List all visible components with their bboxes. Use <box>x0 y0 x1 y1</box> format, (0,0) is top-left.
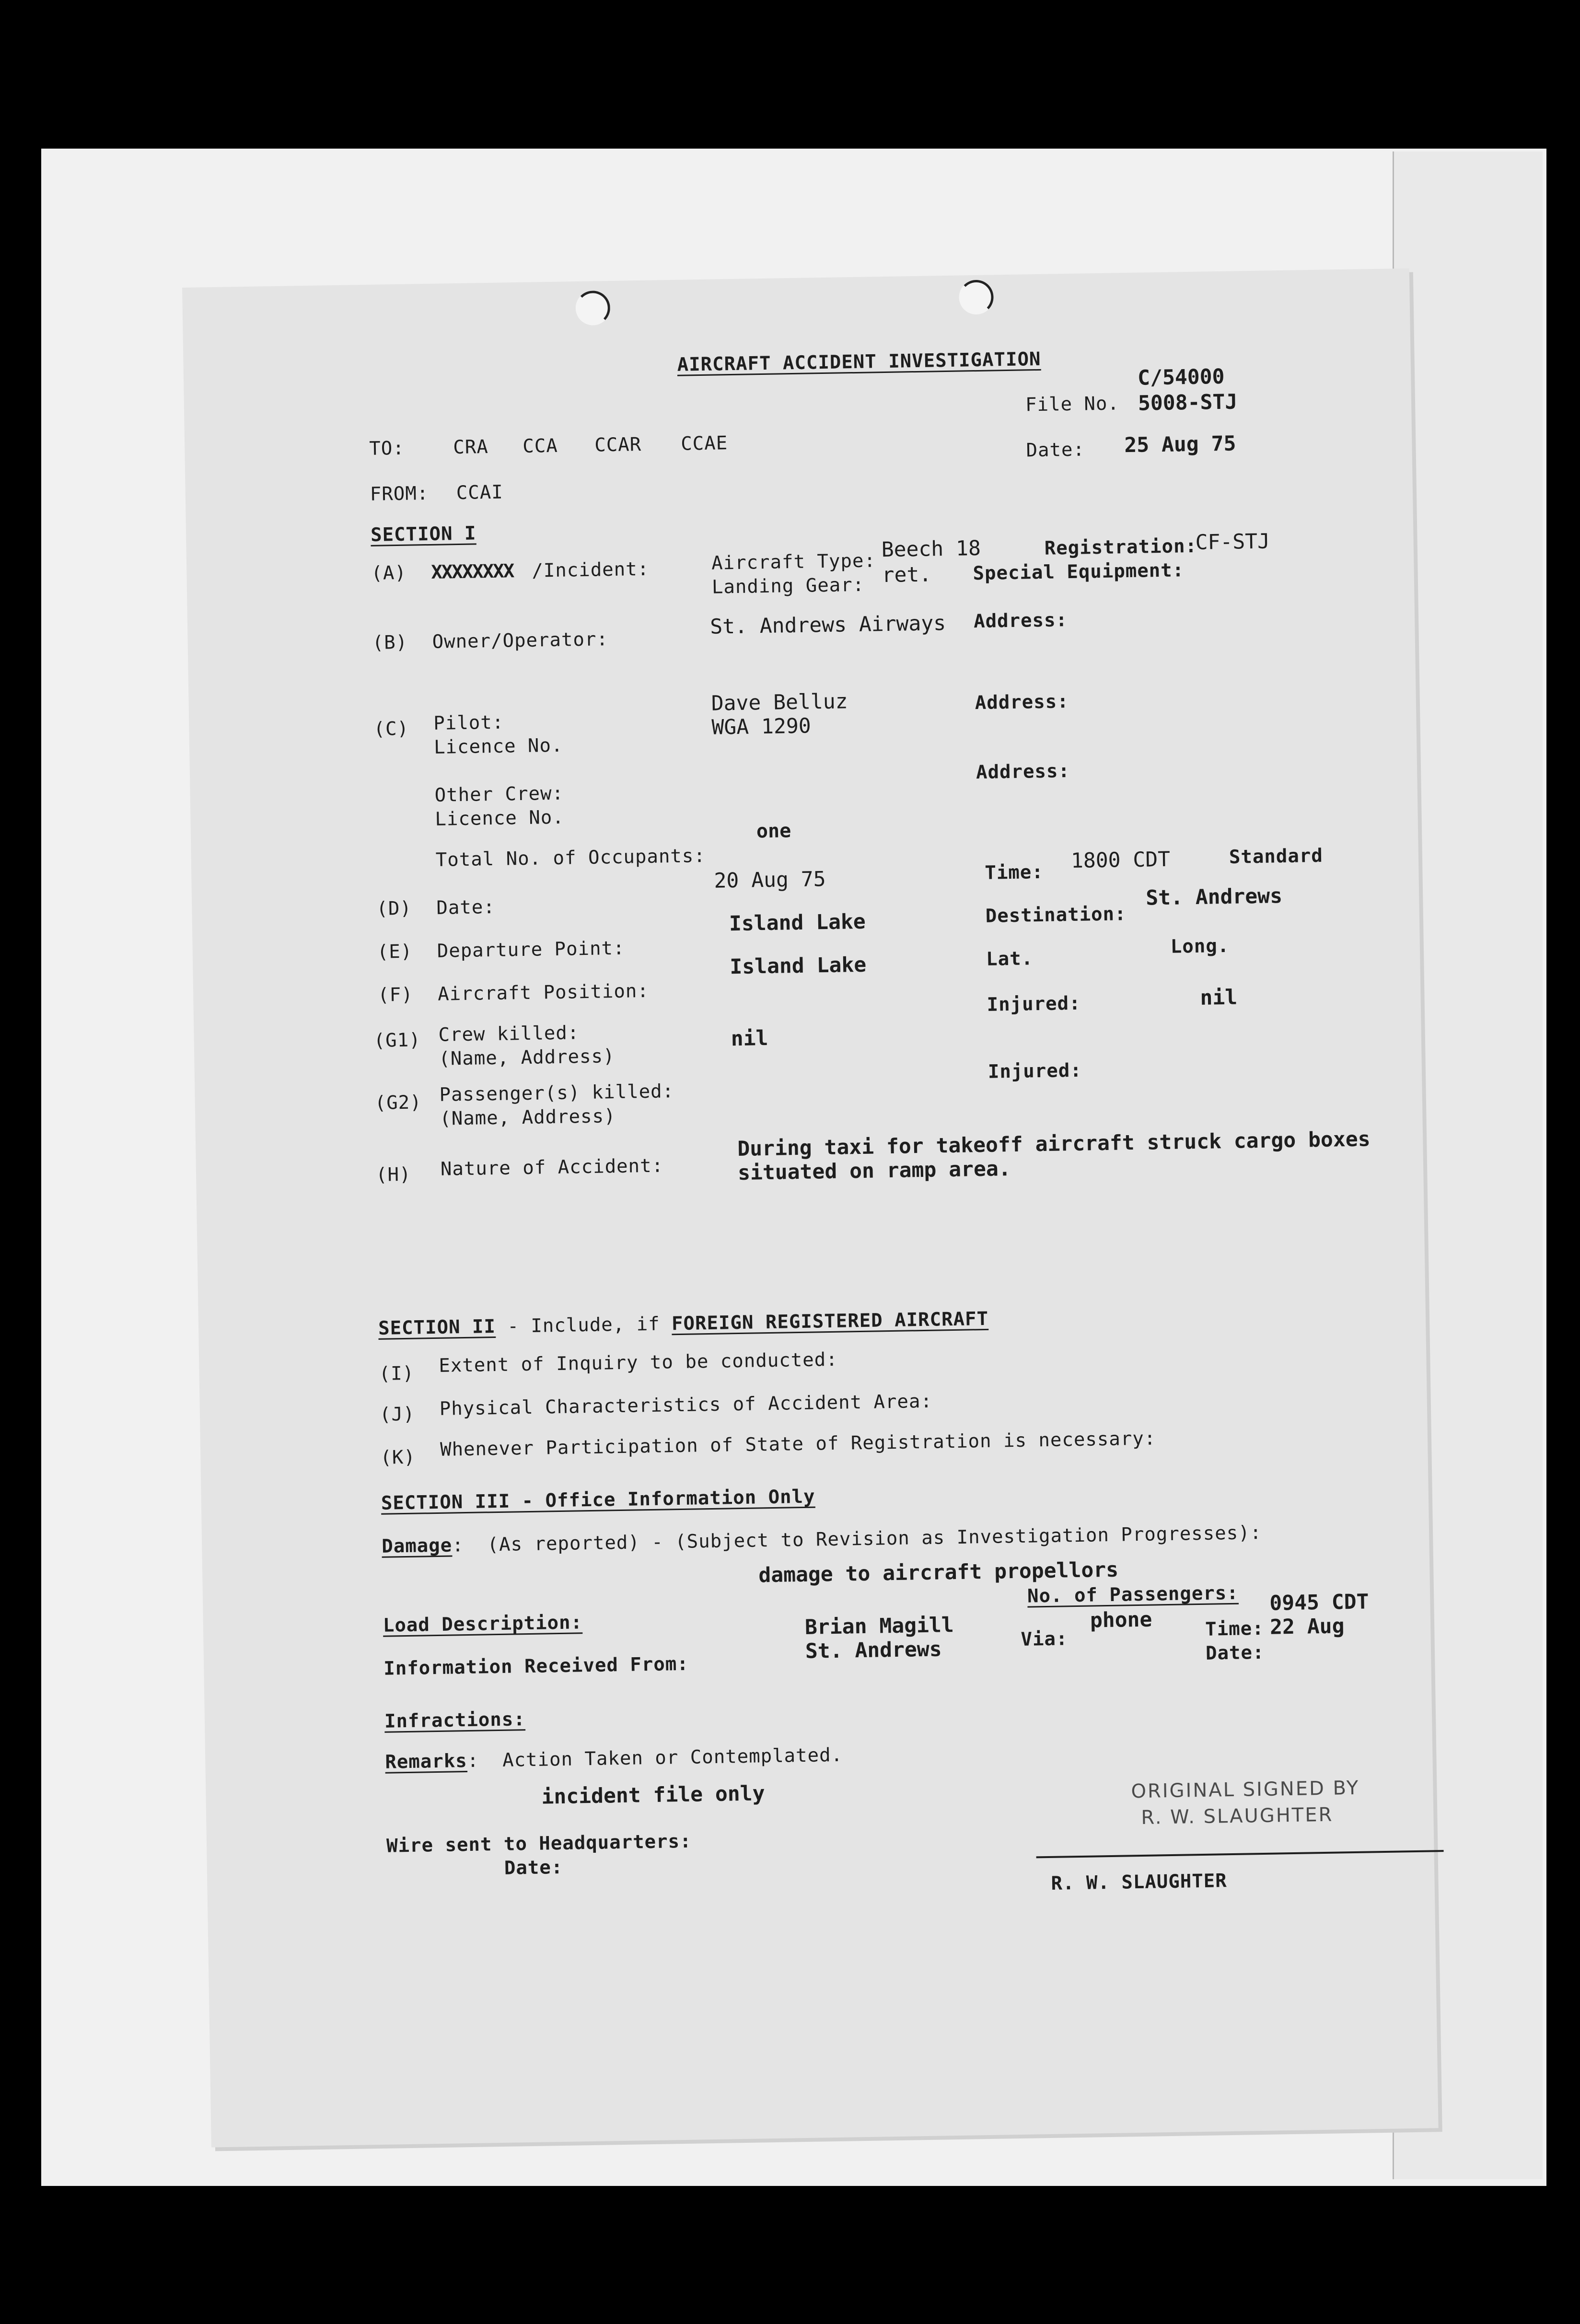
to-recipient: CCAE <box>680 432 728 455</box>
registration-value: CF-STJ <box>1195 529 1270 555</box>
item-code: (E) <box>377 941 413 963</box>
physical-label: Physical Characteristics of Accident Area: <box>439 1390 933 1420</box>
pilot-label: Pilot: <box>433 711 504 734</box>
address-label: Address: <box>976 760 1070 784</box>
passengers-killed-label: Passenger(s) killed: <box>439 1081 674 1106</box>
section-3-heading: SECTION III - Office Information Only <box>381 1486 815 1514</box>
occupants-label: Total No. of Occupants: <box>435 845 706 871</box>
nature-label: Nature of Accident: <box>440 1155 664 1180</box>
page-title: AIRCRAFT ACCIDENT INVESTIGATION <box>677 348 1041 376</box>
item-code: (K) <box>380 1446 416 1469</box>
destination-label: Destination: <box>985 903 1127 927</box>
address-label: Address: <box>975 691 1069 714</box>
info-place: St. Andrews <box>805 1637 942 1663</box>
pilot-value: Dave Belluz <box>711 689 848 716</box>
report-time-label: Time: <box>1205 1617 1264 1640</box>
name-address-sub: (Name, Address) <box>439 1105 616 1130</box>
remarks-rest: : Action Taken or Contemplated. <box>467 1744 843 1772</box>
struck-text: XXXXXXXX <box>431 560 514 583</box>
passengers-injured-label: Injured: <box>988 1059 1082 1083</box>
report-date-value: 22 Aug <box>1269 1614 1345 1639</box>
wire-date-label: Date: <box>504 1856 563 1879</box>
section-2-emphasis: FOREIGN REGISTERED AIRCRAFT <box>671 1308 989 1335</box>
time-standard: Standard <box>1229 845 1324 868</box>
passengers-count-label: No. of Passengers: <box>1027 1582 1239 1607</box>
load-description-label: Load Description: <box>383 1612 583 1637</box>
special-equipment-label: Special Equipment: <box>973 559 1185 585</box>
crew-killed-value: nil <box>731 1026 768 1051</box>
to-label: TO: <box>369 437 405 460</box>
item-code: (A) <box>371 562 407 584</box>
file-number-1: C/54000 <box>1137 364 1225 390</box>
remarks-line <box>385 1744 843 1773</box>
item-code: (H) <box>375 1163 411 1186</box>
file-number-2: 5008-STJ <box>1138 390 1238 416</box>
report-time-value: 0945 CDT <box>1269 1590 1369 1615</box>
position-label: Aircraft Position: <box>437 980 650 1005</box>
infractions-label: Infractions: <box>384 1708 526 1732</box>
damage-rest: : (As reported) - (Subject to Revision as Investigation Progresses): <box>452 1522 1262 1557</box>
info-name: Brian Magill <box>804 1613 954 1639</box>
to-recipient: CCAR <box>594 433 642 456</box>
date-label: Date: <box>1026 439 1085 462</box>
event-date-label: Date: <box>436 896 496 919</box>
to-recipient: CCA <box>522 435 558 457</box>
item-code: (I) <box>379 1362 415 1385</box>
licence-label: Licence No. <box>433 734 563 758</box>
departure-value: Island Lake <box>729 909 866 936</box>
from-value: CCAI <box>456 481 504 504</box>
other-crew-label: Other Crew: <box>434 782 564 806</box>
aircraft-type-value: Beech 18 <box>881 536 981 562</box>
damage-value: damage to aircraft propellors <box>758 1557 1119 1588</box>
file-label: File No. <box>1025 393 1120 416</box>
item-code: (B) <box>372 631 408 654</box>
registration-label: Registration: <box>1044 535 1197 559</box>
signature-stamp-line-2: R. W. SLAUGHTER <box>1141 1803 1334 1829</box>
position-value: Island Lake <box>730 953 867 979</box>
signatory-name: R. W. SLAUGHTER <box>1051 1870 1228 1894</box>
owner-label: Owner/Operator: <box>432 628 609 653</box>
section-2-heading <box>378 1308 989 1339</box>
event-time-label: Time: <box>985 861 1044 884</box>
landing-gear-value: ret. <box>882 562 932 588</box>
report-date-label: Date: <box>1205 1641 1265 1664</box>
signature-line <box>1036 1850 1444 1858</box>
lat-label: Lat. <box>986 948 1034 970</box>
info-received-label: Information Received From: <box>383 1653 689 1680</box>
nature-line-2: situated on ramp area. <box>737 1157 1011 1185</box>
item-code: (F) <box>377 984 414 1006</box>
damage-line <box>382 1522 1262 1557</box>
item-code: (G1) <box>373 1029 421 1052</box>
date-value: 25 Aug 75 <box>1124 431 1236 458</box>
nature-line-1: During taxi for takeoff aircraft struck cargo boxes <box>737 1127 1371 1162</box>
wire-sent-label: Wire sent to Headquarters: <box>386 1830 692 1857</box>
long-label: Long. <box>1170 935 1230 958</box>
departure-label: Departure Point: <box>437 937 625 962</box>
crew-injured-value: nil <box>1200 985 1238 1010</box>
damage-label: Damage <box>381 1534 453 1557</box>
remarks-value: incident file only <box>541 1781 765 1809</box>
incident-label: /Incident: <box>532 558 650 582</box>
signature-stamp-line-1: ORIGINAL SIGNED BY <box>1131 1777 1360 1803</box>
event-date-value: 20 Aug 75 <box>714 867 826 893</box>
owner-value: St. Andrews Airways <box>709 611 946 639</box>
punch-hole <box>575 290 610 325</box>
licence-value: WGA 1290 <box>711 714 812 740</box>
occupants-value: one <box>756 820 791 843</box>
punch-hole <box>959 279 994 314</box>
destination-value: St. Andrews <box>1145 884 1283 910</box>
event-time-value: 1800 CDT <box>1070 847 1171 873</box>
remarks-label: Remarks <box>385 1750 468 1773</box>
via-value: phone <box>1090 1607 1152 1633</box>
inquiry-label: Extent of Inquiry to be conducted: <box>439 1348 838 1377</box>
via-label: Via: <box>1021 1628 1068 1650</box>
item-code: (G2) <box>374 1092 422 1114</box>
crew-killed-label: Crew killed: <box>438 1022 580 1046</box>
licence-label: Licence No. <box>435 806 565 830</box>
section-1-heading: SECTION I <box>370 523 476 546</box>
from-label: FROM: <box>370 482 429 505</box>
participation-label: Whenever Participation of State of Registration is necessary: <box>440 1428 1156 1461</box>
section-2-rest: - Include, if <box>495 1313 672 1337</box>
address-label: Address: <box>973 609 1068 633</box>
item-code: (D) <box>376 897 412 920</box>
item-code: (C) <box>373 718 409 740</box>
landing-gear-label: Landing Gear: <box>711 574 865 598</box>
aircraft-type-label: Aircraft Type: <box>711 550 876 574</box>
section-2-title: SECTION II <box>378 1315 496 1339</box>
name-address-sub: (Name, Address) <box>438 1046 615 1070</box>
document-page <box>182 268 1439 2148</box>
crew-injured-label: Injured: <box>987 992 1081 1016</box>
to-recipient: CRA <box>453 436 489 459</box>
item-code: (J) <box>379 1403 415 1426</box>
